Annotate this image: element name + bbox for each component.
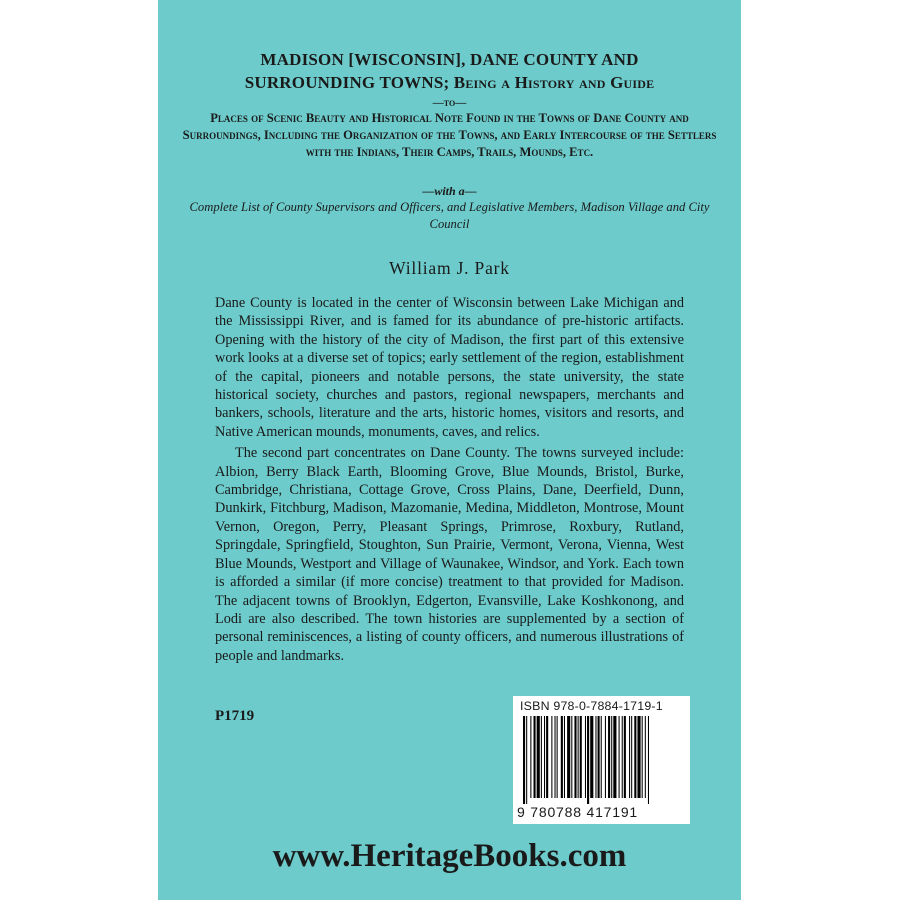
title-line-2-smallcaps: Being a History and Guide xyxy=(453,73,655,92)
barcode-bar xyxy=(578,716,579,798)
book-description xyxy=(215,294,684,665)
barcode-bar xyxy=(595,716,596,798)
barcode-bar xyxy=(546,716,548,798)
barcode-bar xyxy=(608,716,610,798)
publisher-website: www.HeritageBooks.com xyxy=(272,838,627,874)
barcode-bar xyxy=(574,716,576,798)
barcode-bar xyxy=(551,716,552,798)
title-complete-list: Complete List of County Supervisors and Officers, and Legislative Members, Madison Village and City Council xyxy=(189,200,710,231)
barcode-bar xyxy=(624,716,626,798)
book-title xyxy=(178,48,721,94)
barcode-bar xyxy=(629,716,630,798)
book-back-cover xyxy=(158,0,741,900)
title-places-subtitle: Places of Scenic Beauty and Historical Note Found in the Towns of Dane County and Surroundings, Including the Organization of the Towns, and Early Intercourse of the Settlers with the Indians, Their Camps, Trails, Mounds, Etc. xyxy=(182,111,717,159)
barcode-bar xyxy=(544,716,545,798)
isbn-label: ISBN 978-0-7884-1719-1 xyxy=(520,699,663,713)
barcode-bar xyxy=(571,716,572,798)
barcode-bar xyxy=(645,716,646,798)
barcode-bar xyxy=(613,716,616,798)
barcode-bar xyxy=(648,716,649,804)
barcode-bar xyxy=(541,716,542,798)
title-line-1: MADISON [WISCONSIN], DANE COUNTY AND xyxy=(260,50,639,69)
barcode-bar xyxy=(567,716,570,798)
barcode-bar xyxy=(611,716,612,798)
barcode-bar xyxy=(634,716,636,798)
title-connector-to: —to— xyxy=(432,97,467,109)
barcode-bar xyxy=(561,716,563,798)
title-line-2-caps: SURROUNDING TOWNS; xyxy=(244,73,450,92)
barcode-bar xyxy=(555,716,556,798)
isbn-barcode-block xyxy=(513,696,690,824)
barcode-bar xyxy=(557,716,558,798)
barcode-bar xyxy=(537,716,540,798)
barcode-bar xyxy=(590,716,593,798)
title-line-2 xyxy=(178,71,721,94)
barcode-bar xyxy=(642,716,643,798)
barcode-bar xyxy=(598,716,600,798)
barcode-bar xyxy=(564,716,565,798)
barcode-bar xyxy=(523,716,525,804)
barcode-graphic xyxy=(519,716,684,804)
barcode-bar xyxy=(585,716,586,798)
product-code: P1719 xyxy=(215,708,255,724)
barcode-bar xyxy=(637,716,640,798)
barcode-bar xyxy=(631,716,632,798)
description-paragraph-1: Dane County is located in the center of Wisconsin between Lake Michigan and the Mississippi River, and is famed for its abundance of pre-historic artifacts. Opening with the history of the city of Madison, the first part of this extensive work looks at a diverse set of topics; early settlement of the region, establishment of the capital, pioneers and notable persons, the state university, the state historical society, churches and pastors, regional newspapers, merchants and bankers, schools, literature and the arts, historic homes, visitors and resorts, and Native American mounds, monuments, caves, and relics. xyxy=(215,295,684,440)
isbn-barcode-digits: 9 780788 417191 xyxy=(517,804,638,820)
title-connector-with-a: —with a— xyxy=(422,184,477,198)
author-name: William J. Park xyxy=(389,258,510,278)
barcode-bar xyxy=(605,716,606,798)
barcode-bar xyxy=(534,716,536,798)
barcode-bar xyxy=(601,716,602,798)
barcode-bar xyxy=(526,716,527,804)
barcode-bar xyxy=(530,716,531,798)
barcode-bar xyxy=(587,716,589,804)
barcode-bar xyxy=(580,716,582,798)
barcode-bar xyxy=(622,716,623,798)
description-paragraph-2: The second part concentrates on Dane County. The towns surveyed include: Albion, Berry Black Earth, Blooming Grove, Blue Mounds, Bristol, Burke, Cambridge, Christiana, Cottage Grove, Cross Plains, Dane, Deerfield, Dunn, Dunkirk, Fitchburg, Madison, Mazomanie, Medina, Middleton, Montrose, Mount Vernon, Oregon, Perry, Pleasant Springs, Primrose, Roxbury, Rutland, Springdale, Springfield, Stoughton, Sun Prairie, Vermont, Verona, Vienna, West Blue Mounds, Westport and Village of Waunakee, Windsor, and York. Each town is afforded a similar (if more concise) treatment to that provided for Madison. The adjacent towns of Brooklyn, Edgerton, Evansville, Lake Koshkonong, and Lodi are also described. The town histories are supplemented by a section of personal reminiscences, a listing of county officers, and numerous illustrations of people and landmarks. xyxy=(215,445,684,664)
barcode-bar xyxy=(619,716,620,798)
